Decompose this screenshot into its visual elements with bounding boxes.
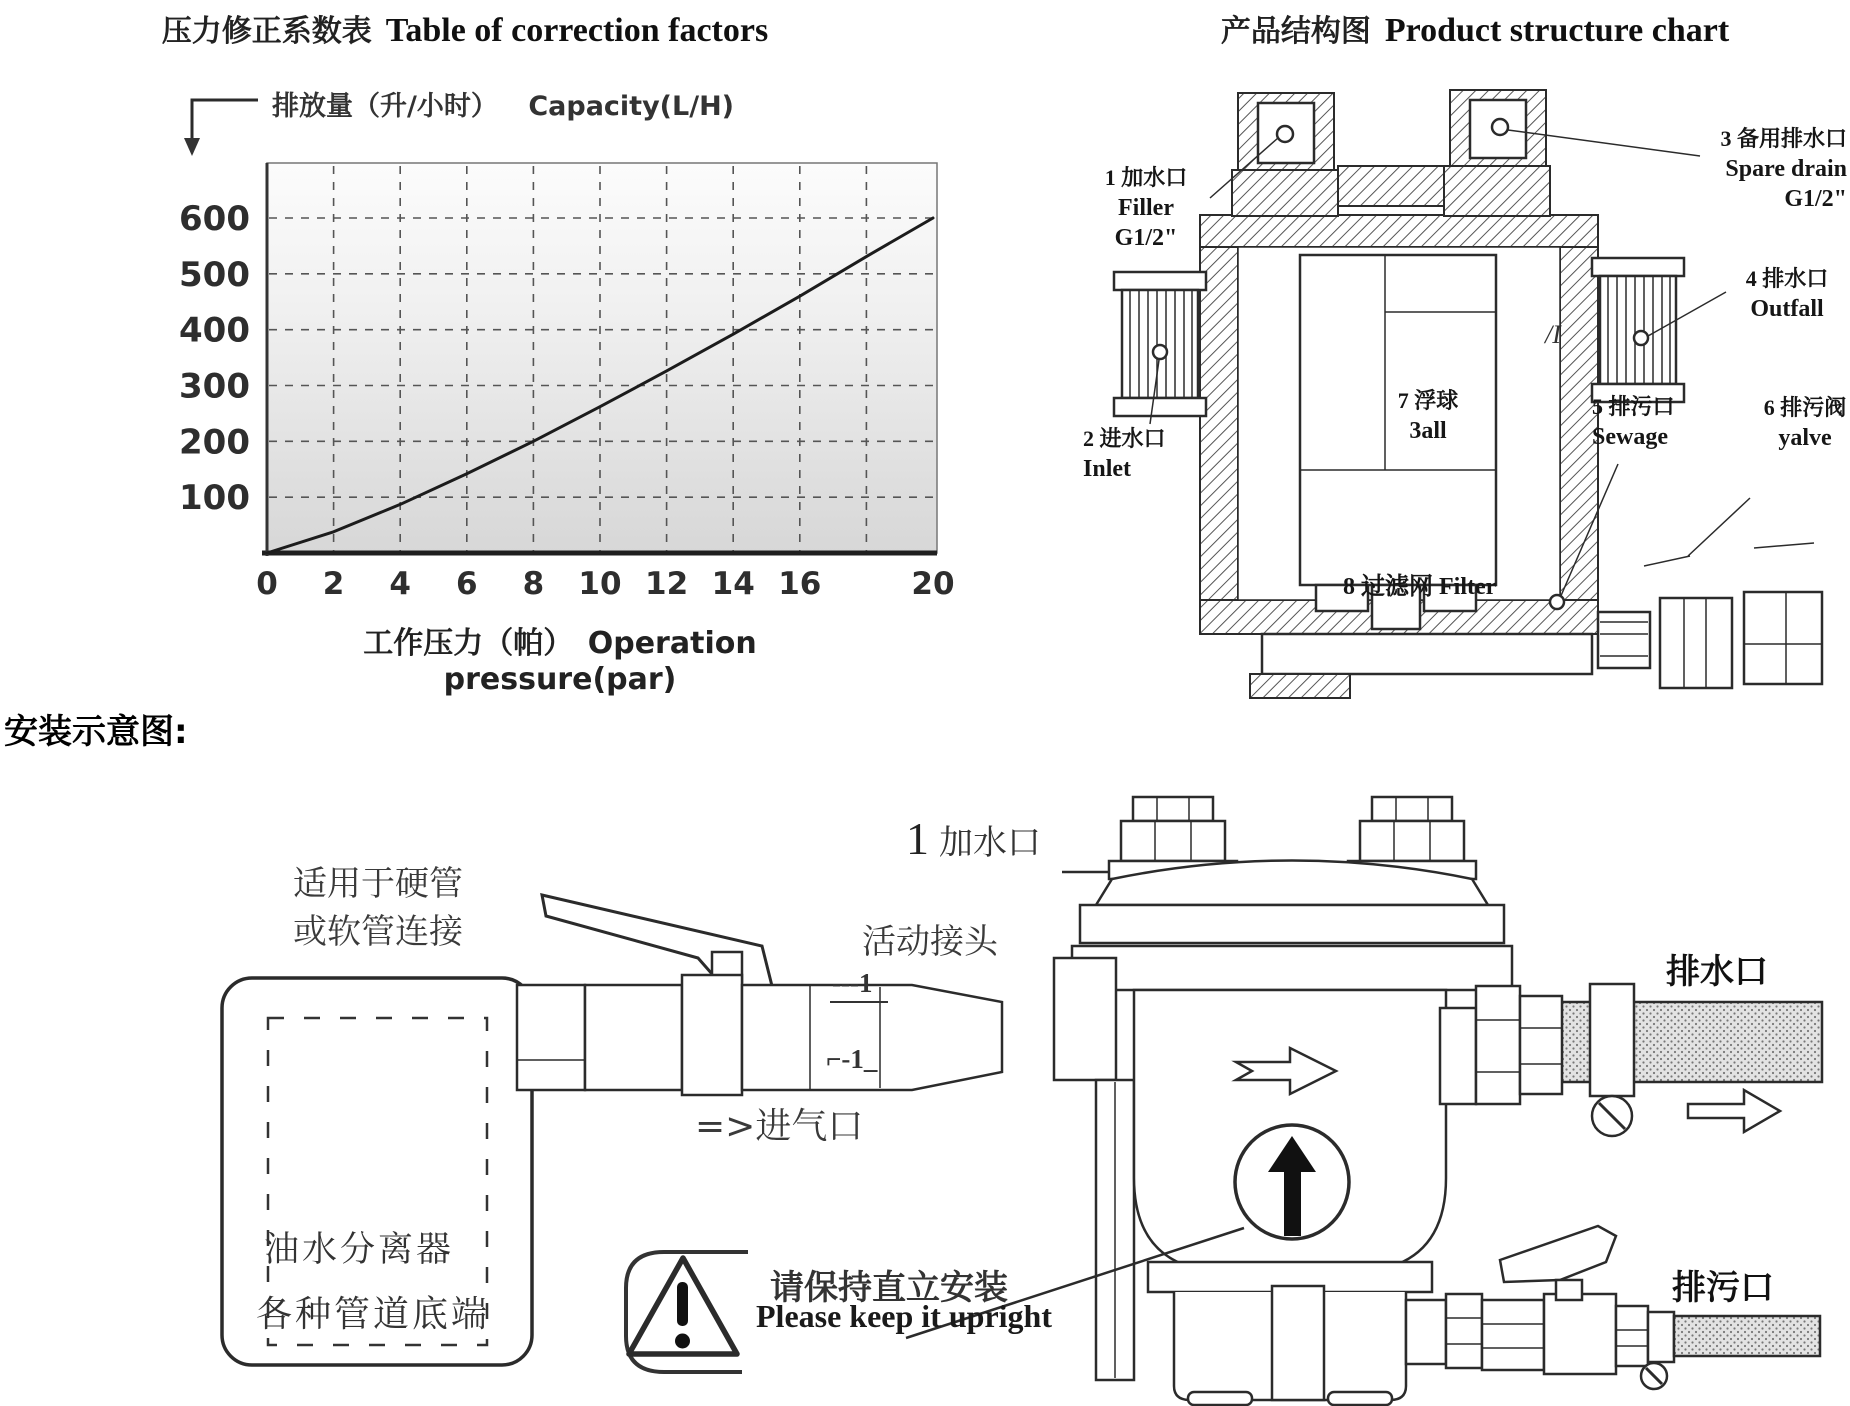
structure-label-sewage <box>1592 392 1702 452</box>
structure-label-inlet <box>1083 424 1218 484</box>
svg-text:200: 200 <box>179 422 250 463</box>
label-float-en: 3all <box>1409 418 1447 444</box>
svg-text:100: 100 <box>179 478 250 519</box>
svg-text:16: 16 <box>778 566 822 602</box>
sewage-hose <box>1674 1316 1820 1356</box>
svg-text:600: 600 <box>179 199 250 239</box>
svg-text:0: 0 <box>256 566 278 602</box>
structure-label-outfall <box>1727 264 1847 324</box>
structure-label-spare-drain <box>1695 124 1847 214</box>
pipe-note-line2: 或软管连接 <box>293 912 463 952</box>
union-joint-label: 活动接头 <box>862 922 998 962</box>
exclamation-icon <box>677 1282 688 1326</box>
structure-label-sewage-valve <box>1760 393 1850 453</box>
label-spare-size: G1/2" <box>1784 186 1847 212</box>
legend-zh: 排放量（升/小时） <box>272 91 498 122</box>
svg-text:4: 4 <box>389 566 411 602</box>
air-inlet-label: =>进气口 <box>695 1106 864 1147</box>
bubble-text-separator: 油水分离器 <box>264 1230 455 1270</box>
label-sewage-en: Sewage <box>1592 424 1668 450</box>
label-spare-en: Spare drain <box>1725 156 1847 182</box>
sewage-valve-schematic <box>1644 498 1822 688</box>
label-valve-zh: 6 排污阀 <box>1763 395 1847 420</box>
pipe-note-line1: 适用于硬管 <box>293 864 463 904</box>
label-outfall-en: Outfall <box>1750 296 1824 322</box>
install-outfall-label: 排水口 <box>1666 952 1768 992</box>
legend-en: Capacity(L/H) <box>528 91 735 122</box>
structure-stray-mark: /I <box>1545 320 1561 349</box>
structure-label-filler <box>1080 163 1212 253</box>
label-spare-zh: 3 备用排水口 <box>1720 126 1847 151</box>
structure-title-en: Product structure chart <box>1384 12 1730 49</box>
top-caps <box>1232 90 1550 216</box>
label-filler-en: Filler <box>1118 195 1174 221</box>
warning-sign <box>626 1252 748 1372</box>
label-filler-zh: 1 加水口 <box>1104 165 1188 190</box>
label-inlet-en: Inlet <box>1083 456 1131 482</box>
chart-title-en: Table of correction factors <box>385 12 769 49</box>
outflow-arrow-icon <box>1688 1090 1780 1132</box>
svg-text:2: 2 <box>322 566 345 602</box>
install-sewage-label: 排污口 <box>1672 1268 1774 1308</box>
x-axis-title-en: Operation pressure(par) <box>443 626 757 697</box>
install-heading: 安装示意图: <box>4 712 188 752</box>
keep-upright-zh: 请保持直立安装 <box>770 1268 1008 1308</box>
union-mark-bottom: ⌐-1_ <box>826 1044 878 1074</box>
pipe-connection-note <box>270 860 486 956</box>
label-outfall-zh: 4 排水口 <box>1745 266 1829 291</box>
svg-text:14: 14 <box>711 566 755 602</box>
svg-text:20: 20 <box>911 566 955 602</box>
svg-text:400: 400 <box>179 310 250 351</box>
svg-text:300: 300 <box>179 366 250 407</box>
label-sewage-zh: 5 排污口 <box>1592 394 1675 419</box>
svg-text:10: 10 <box>578 566 622 602</box>
filler-number: 1 <box>906 813 929 864</box>
product-structure-drawing <box>0 0 1850 700</box>
chart-title-zh: 压力修正系数表 <box>161 15 372 48</box>
bubble-text-pipe-ends: 各种管道底端 <box>256 1294 491 1335</box>
union-mark-top: ---1 <box>830 968 888 1003</box>
keep-upright-en: Please keep it upright <box>756 1298 1052 1334</box>
svg-text:12: 12 <box>645 566 689 602</box>
label-float-zh: 7 浮球 <box>1397 388 1459 413</box>
label-valve-en: yalve <box>1778 425 1832 451</box>
structure-label-float-ball <box>1383 386 1473 446</box>
label-inlet-zh: 2 进水口 <box>1083 426 1166 451</box>
x-axis-title-zh: 工作压力（帕） <box>363 626 574 661</box>
structure-title-zh: 产品结构图 <box>1220 15 1371 48</box>
filler-name: 加水口 <box>939 823 1041 863</box>
install-filler-label <box>906 812 1041 865</box>
svg-text:8: 8 <box>522 566 545 602</box>
svg-text:500: 500 <box>179 254 250 295</box>
structure-label-filter: 8 过滤网 Filter <box>1343 574 1497 600</box>
svg-text:6: 6 <box>456 566 478 602</box>
label-filler-size: G1/2" <box>1114 225 1178 251</box>
